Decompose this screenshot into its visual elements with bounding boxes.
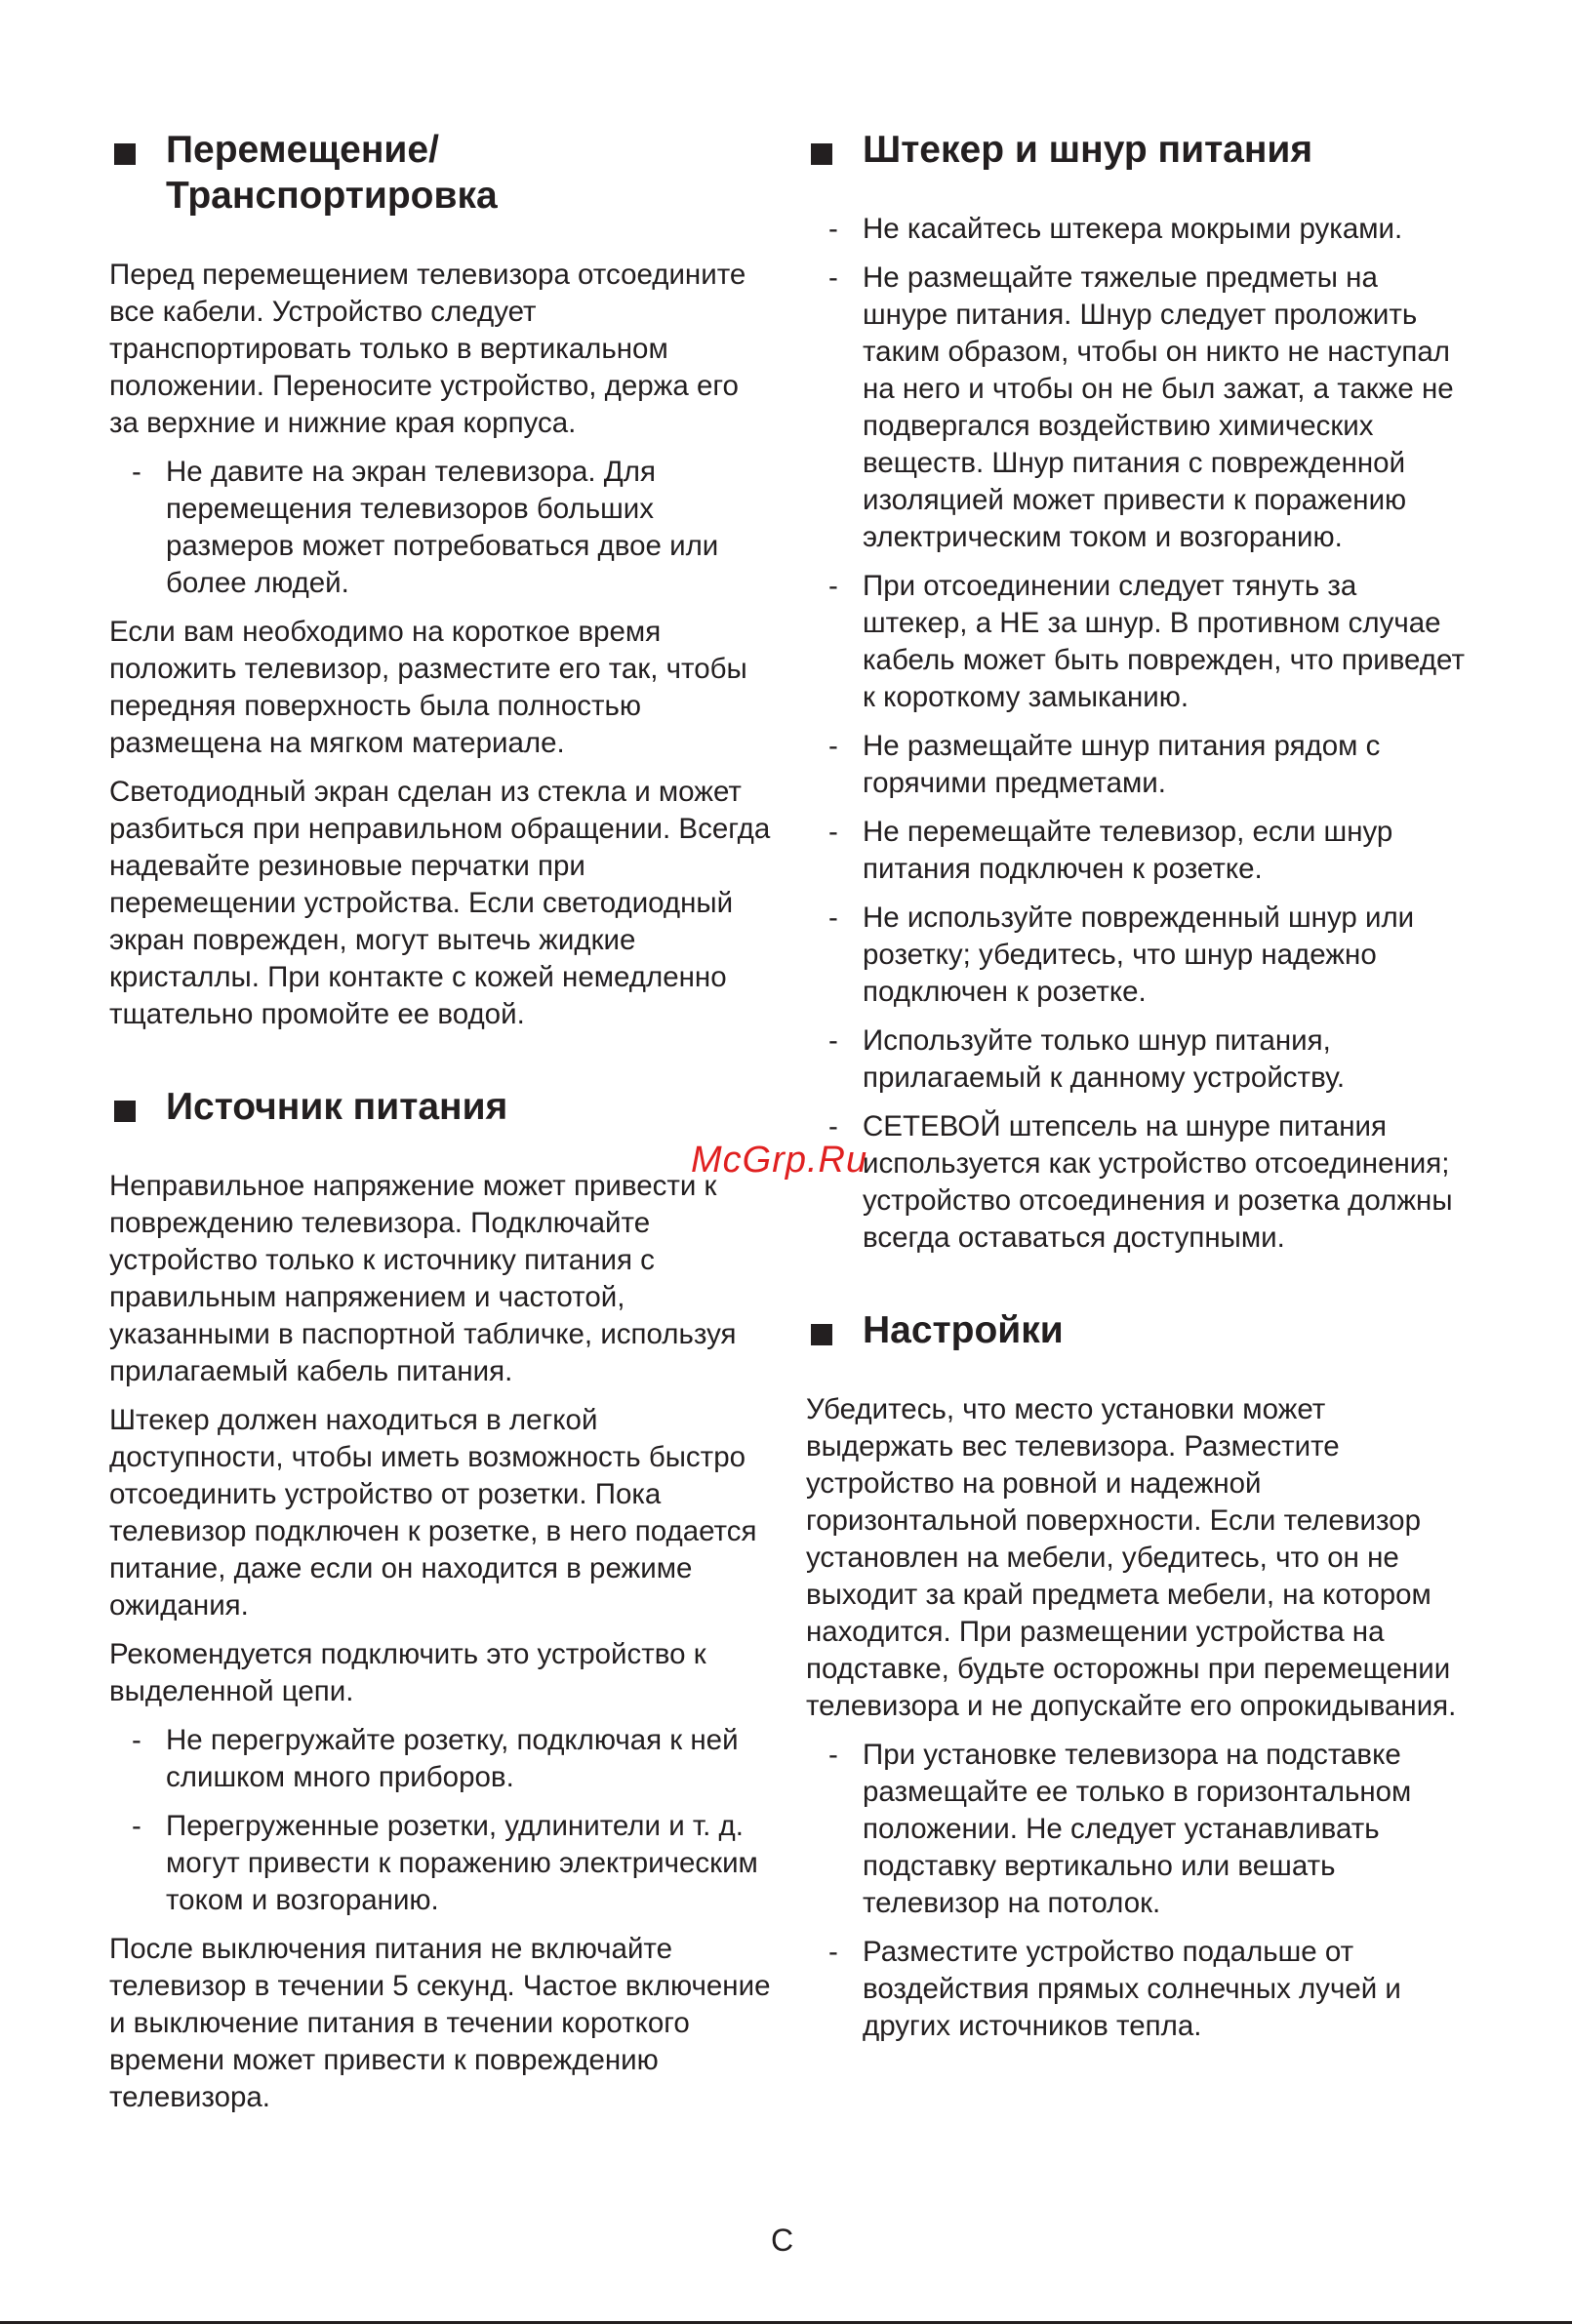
left-column	[109, 127, 773, 2128]
dash-icon: -	[828, 570, 838, 602]
dash-icon: -	[828, 730, 838, 762]
paragraph: Штекер должен находиться в легкой доступности, чтобы иметь возможность быстро отсоединить устройство от розетки. Пока телевизор подключен к розетке, в него подается питание, даже если он находится в режиме ожидания.	[109, 1404, 757, 1622]
square-bullet-icon	[811, 143, 832, 165]
dash-icon: -	[132, 1724, 141, 1756]
list-item: - Не касайтесь штекера мокрыми руками.	[806, 211, 1470, 248]
dash-icon: -	[828, 1110, 838, 1142]
square-bullet-icon	[811, 1324, 832, 1345]
square-bullet-icon	[114, 1101, 136, 1122]
section-heading-power-source	[109, 1084, 773, 1130]
square-bullet-icon	[114, 143, 136, 165]
right-column	[806, 127, 1470, 2057]
heading-text: Источник питания	[166, 1086, 508, 1128]
paragraph: После выключения питания не включайте телевизор в течении 5 секунд. Частое включение и выключение питания в течении короткого времени может привести к повреждению телевизора.	[109, 1933, 771, 2113]
list-item: - Не перегружайте розетку, подключая к ней слишком много приборов.	[132, 1724, 739, 1793]
bullet-list	[806, 211, 1470, 1257]
paragraph: Светодиодный экран сделан из стекла и может разбиться при неправильном обращении. Всегда надевайте резиновые перчатки при перемещении устройства. Если светодиодный экран поврежден, могут вытечь жидкие кристаллы. При контакте с кожей немедленно тщательно промойте ее водой.	[109, 776, 771, 1030]
list-item: - Используйте только шнур питания, прилагаемый к данному устройству.	[828, 1024, 1346, 1094]
dash-icon: -	[828, 1936, 838, 1968]
bullet-list	[806, 1737, 1470, 2045]
list-item: - СЕТЕВОЙ штепсель на шнуре питания используется как устройство отсоединения; устройство отсоединения и розетка должны всегда оставаться доступными.	[828, 1110, 1453, 1254]
bullet-list	[109, 1722, 773, 1919]
list-item: - При отсоединении следует тянуть за штекер, а НЕ за шнур. В противном случае кабель может быть поврежден, что приведет к короткому замыканию.	[828, 570, 1465, 713]
list-item: - Разместите устройство подальше от воздействия прямых солнечных лучей и других источников тепла.	[828, 1936, 1401, 2042]
heading-line-2: Транспортировка	[166, 175, 498, 217]
list-item: - Не размещайте тяжелые предметы на шнуре питания. Шнур следует проложить таким образом, чтобы он никто не наступал на него и чтобы он не был зажат, а также не подвергался воздействию химических веществ. Шнур питания с поврежденной изоляцией может привести к поражению электрическим током и возгоранию.	[828, 261, 1454, 553]
list-item: - Не размещайте шнур питания рядом с горячими предметами.	[828, 730, 1381, 799]
paragraph: Рекомендуется подключить это устройство к выделенной цепи.	[109, 1638, 706, 1707]
dash-icon: -	[828, 816, 838, 848]
list-item: - Не перемещайте телевизор, если шнур питания подключен к розетке.	[828, 816, 1393, 885]
list-item: - При установке телевизора на подставке размещайте ее только в горизонтальном положении. Не следует устанавливать подставку вертикально или вешать телевизор на потолок.	[828, 1739, 1412, 1919]
watermark: McGrp.Ru	[691, 1140, 868, 1181]
heading-text: Настройки	[863, 1309, 1064, 1351]
bullet-list	[109, 454, 773, 602]
list-item: - Перегруженные розетки, удлинители и т. д. могут привести к поражению электрическим током и возгоранию.	[132, 1810, 758, 1916]
dash-icon: -	[132, 1810, 141, 1842]
section-heading-settings	[806, 1307, 1470, 1353]
section-heading-transport	[109, 127, 773, 219]
paragraph: Перед перемещением телевизора отсоедините все кабели. Устройство следует транспортировать только в вертикальном положении. Переносите устройство, держа его за верхние и нижние края корпуса.	[109, 259, 746, 439]
page-number: C	[771, 2223, 794, 2258]
list-item: - Не давите на экран телевизора. Для перемещения телевизоров больших размеров может потребоваться двое или более людей.	[132, 456, 719, 599]
heading-line-1: Перемещение/	[166, 129, 439, 171]
paragraph: Убедитесь, что место установки может выдержать вес телевизора. Разместите устройство на ровной и надежной горизонтальной поверхности. Если телевизор установлен на мебели, убедитесь, что он не выходит за край предмета мебели, на котором находится. При размещении устройства на подставке, будьте осторожны при перемещении телевизора и не допускайте его опрокидывания.	[806, 1393, 1457, 1722]
dash-icon: -	[828, 261, 838, 294]
section-heading-plug-cord	[806, 127, 1470, 173]
list-item: - Не используйте поврежденный шнур или розетку; убедитесь, что шнур надежно подключен к розетке.	[828, 902, 1415, 1008]
dash-icon: -	[828, 1739, 838, 1771]
paragraph: Если вам необходимо на короткое время положить телевизор, разместите его так, чтобы передняя поверхность была полностью размещена на мягком материале.	[109, 616, 747, 759]
dash-icon: -	[132, 456, 141, 488]
dash-icon: -	[828, 213, 838, 245]
heading-text: Штекер и шнур питания	[863, 129, 1313, 171]
dash-icon: -	[828, 902, 838, 934]
paragraph: Неправильное напряжение может привести к повреждению телевизора. Подключайте устройство только к источнику питания с правильным напряжением и частотой, указанными в паспортной табличке, используя прилагаемый кабель питания.	[109, 1170, 737, 1387]
dash-icon: -	[828, 1024, 838, 1057]
